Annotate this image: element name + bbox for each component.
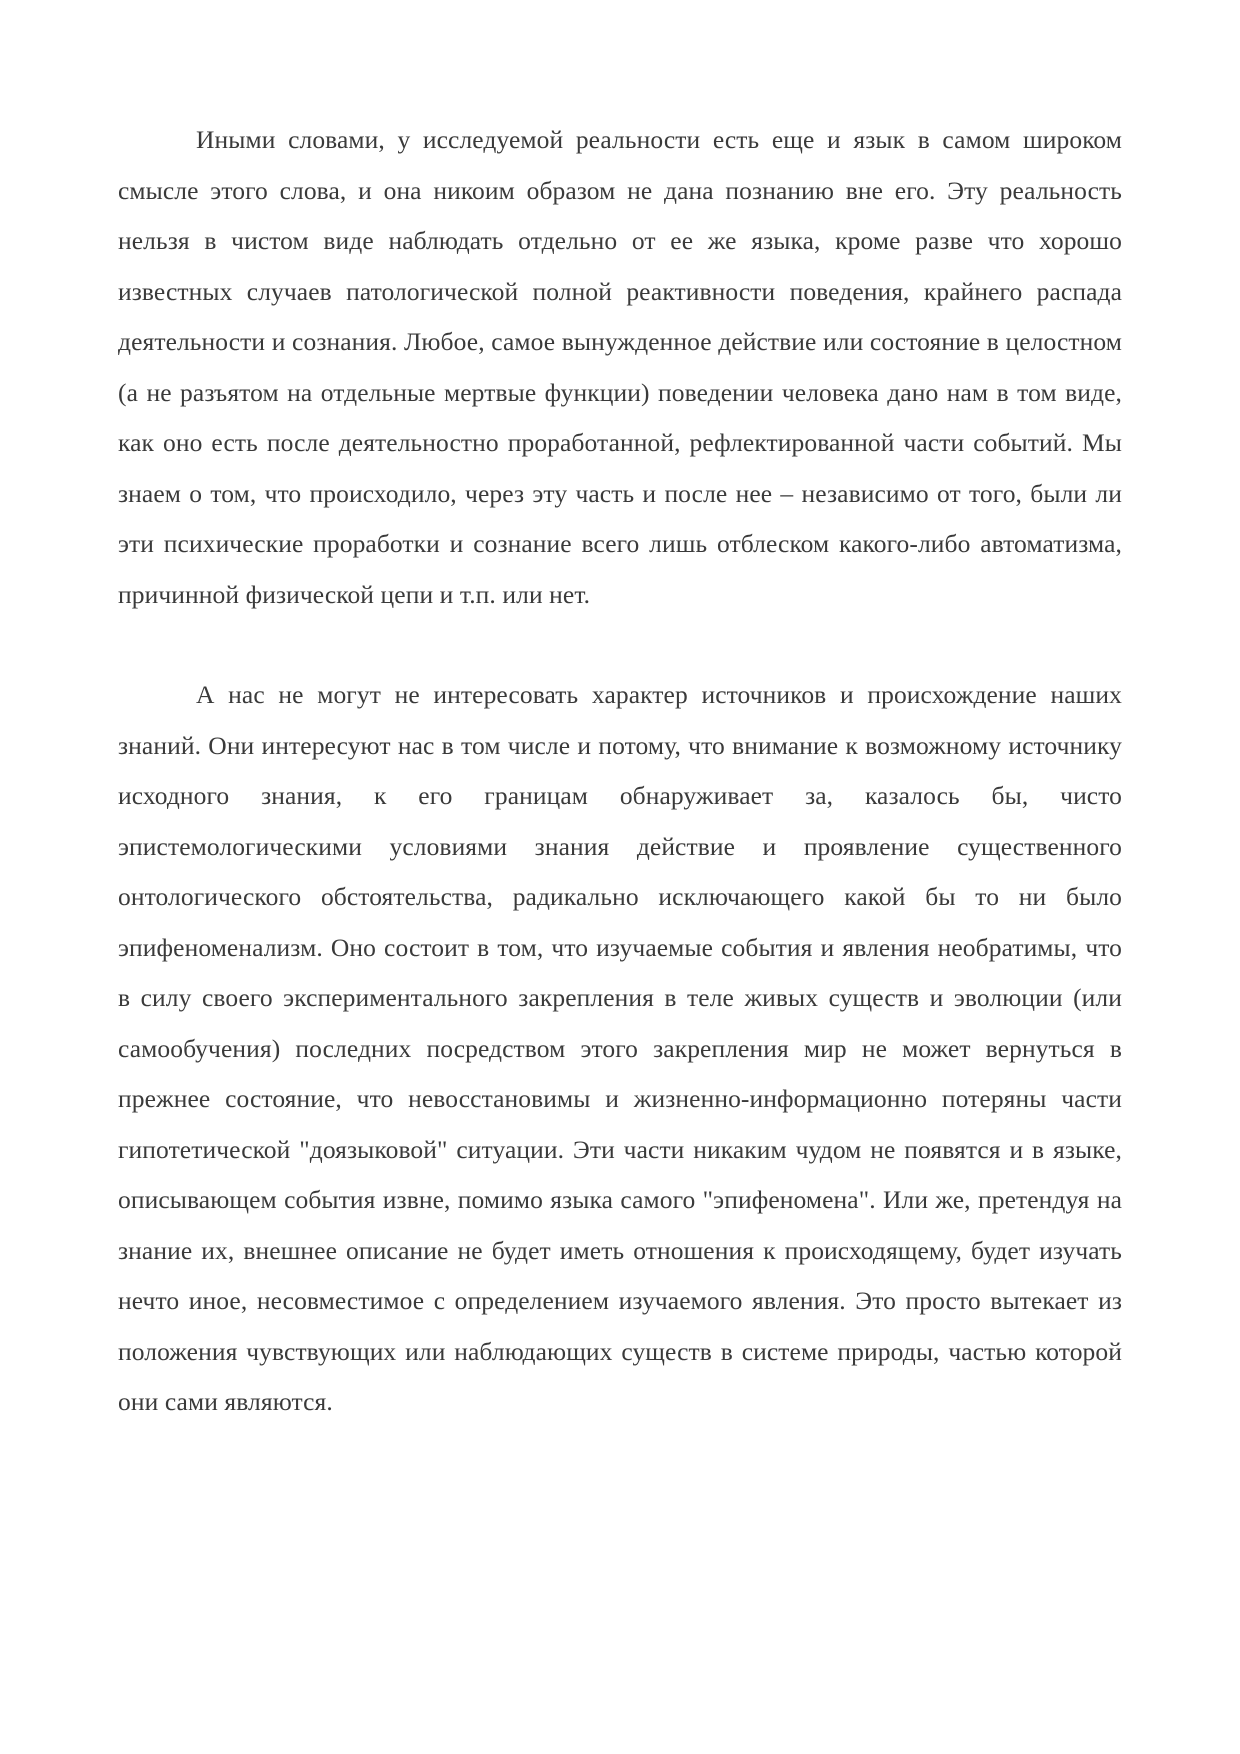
body-text xyxy=(118,115,1122,1428)
paragraph-1: Иными словами, у исследуемой реальности есть еще и язык в самом широком смысле этого слова, и она никоим образом не дана познанию вне его. Эту реальность нельзя в чистом виде наблюдать отдельно от ее же языка, кроме разве что хорошо известных случаев патологической полной реактивности поведения, крайнего распада деятельности и сознания. Любое, самое вынужденное действие или состояние в целостном (а не разъятом на отдельные мертвые функции) поведении человека дано нам в том виде, как оно есть после деятельностно проработанной, рефлектированной части событий. Мы знаем о том, что происходило, через эту часть и после нее – независимо от того, были ли эти психические проработки и сознание всего лишь отблеском какого-либо автоматизма, причинной физической цепи и т.п. или нет. xyxy=(118,125,1122,609)
paragraph-2: А нас не могут не интересовать характер источников и происхождение наших знаний. Они интересуют нас в том числе и потому, что внимание к возможному источнику исходного знания, к его границам обнаруживает за, казалось бы, чисто эпистемологическими условиями знания действие и проявление существенного онтологического обстоятельства, радикально исключающего какой бы то ни было эпифеноменализм. Оно состоит в том, что изучаемые события и явления необратимы, что в силу своего экспериментального закрепления в теле живых существ и эволюции (или самообучения) последних посредством этого закрепления мир не может вернуться в прежнее состояние, что невосстановимы и жизненно-информационно потеряны части гипотетической "доязыковой" ситуации. Эти части никаким чудом не появятся и в языке, описывающем события извне, помимо языка самого "эпифеномена". Или же, претендуя на знание их, внешнее описание не будет иметь отношения к происходящему, будет изучать нечто иное, несовместимое с определением изучаемого явления. Это просто вытекает из положения чувствующих или наблюдающих существ в системе природы, частью которой они сами являются. xyxy=(118,680,1122,1416)
